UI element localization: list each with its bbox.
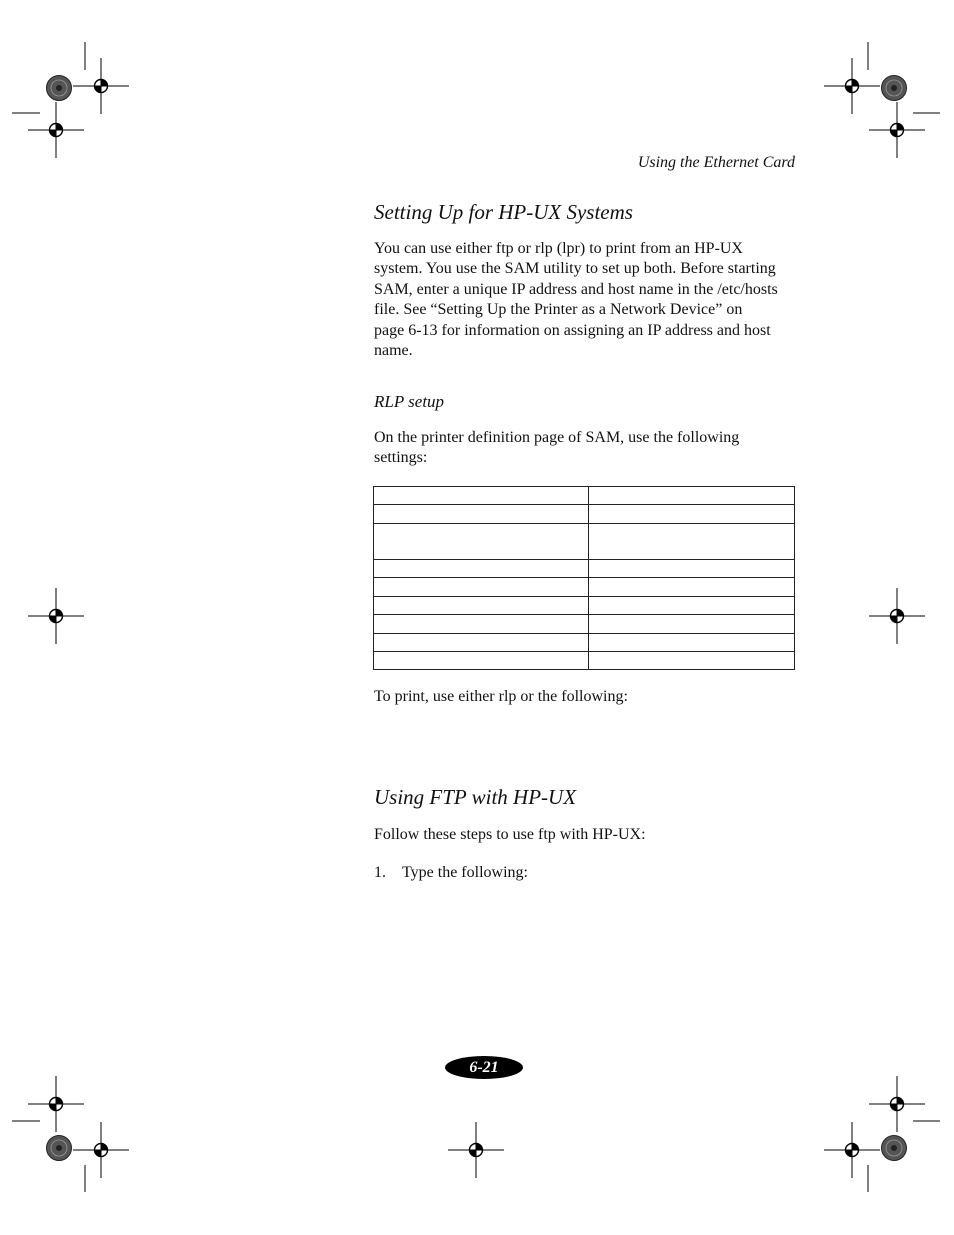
registration-mark xyxy=(869,1076,925,1132)
color-target-mark xyxy=(47,1136,72,1161)
color-target-mark xyxy=(882,76,907,101)
registration-mark xyxy=(824,58,880,114)
crop-lines xyxy=(12,42,940,1192)
registration-mark xyxy=(28,588,84,644)
page-number: 6-21 xyxy=(469,1059,499,1076)
paragraph-line: SAM, enter a unique IP address and host name in the /etc/hosts xyxy=(374,280,778,298)
registration-mark xyxy=(448,1122,504,1178)
ftp-intro-paragraph: Follow these steps to use ftp with HP-UX: xyxy=(374,826,646,843)
registration-mark xyxy=(28,102,84,158)
registration-mark xyxy=(73,58,129,114)
paragraph-line: name. xyxy=(374,342,413,360)
step-number: 1. xyxy=(374,864,386,881)
print-instruction: To print, use either rlp or the following: xyxy=(374,688,628,705)
step-text: Type the following: xyxy=(402,864,528,881)
section-title-hp-ux: Setting Up for HP-UX Systems xyxy=(374,200,633,224)
subsection-title-rlp-setup: RLP setup xyxy=(374,392,445,411)
paragraph-line: page 6-13 for information on assigning an IP address and host xyxy=(374,321,771,339)
paragraph-line: You can use either ftp or rlp (lpr) to print from an HP-UX xyxy=(374,240,743,257)
registration-mark xyxy=(824,1122,880,1178)
paragraph-line: settings: xyxy=(374,449,428,467)
color-target-mark xyxy=(882,1136,907,1161)
paragraph-line: file. See “Setting Up the Printer as a Network Device” on xyxy=(374,301,743,319)
section-title-ftp: Using FTP with HP-UX xyxy=(374,785,577,809)
registration-mark xyxy=(73,1122,129,1178)
paragraph-line: system. You use the SAM utility to set up both. Before starting xyxy=(374,260,776,278)
registration-mark xyxy=(869,102,925,158)
registration-mark xyxy=(869,588,925,644)
running-header: Using the Ethernet Card xyxy=(637,154,795,171)
color-target-mark xyxy=(47,76,72,101)
registration-mark xyxy=(28,1076,84,1132)
paragraph-line: On the printer definition page of SAM, use the following xyxy=(374,429,740,446)
